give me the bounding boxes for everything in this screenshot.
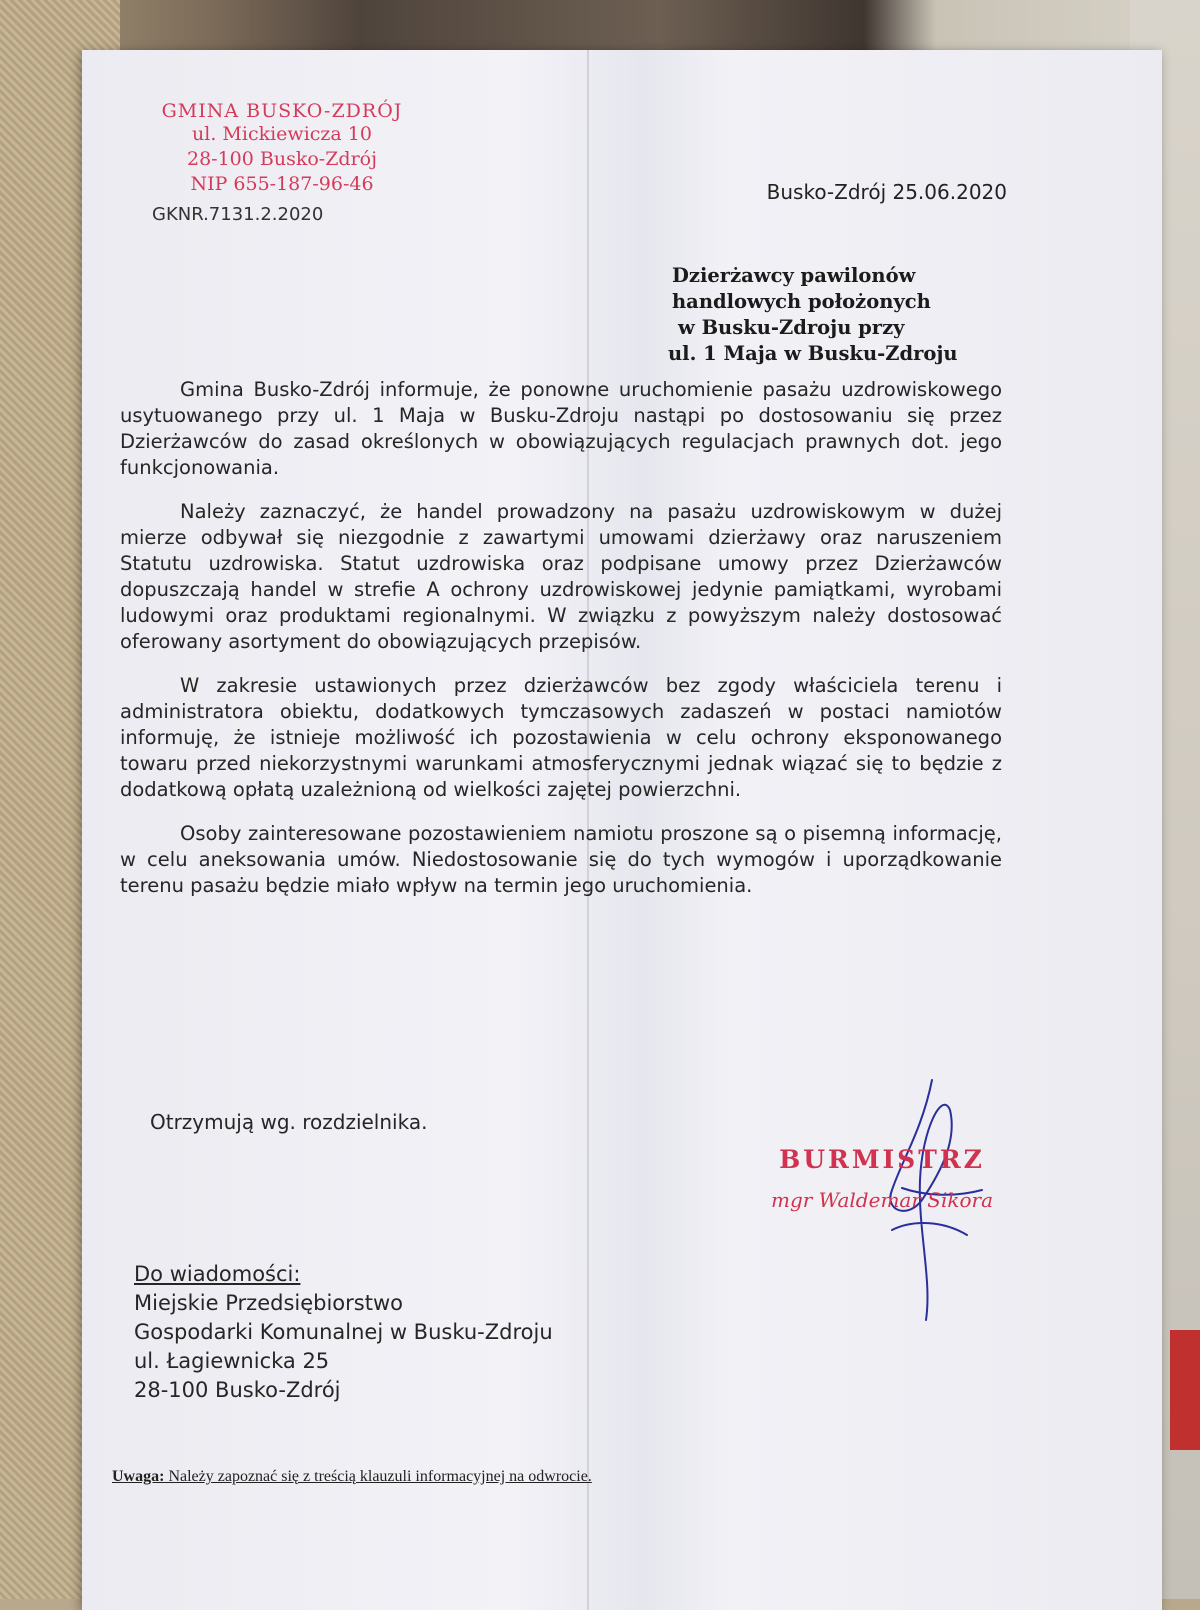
body-paragraph: W zakresie ustawionych przez dzierżawców bez zgody właściciela terenu i administratora obiektu, dodatkowych tymczasowych zadaszeń w postaci namiotów informuję, że istnieje możliwość ich pozostawienia w celu ochrony eksponowanego towaru przed niekorzystnymi warunkami atmosferycznymi jednak wiązać się to będzie z dodatkową opłatą uzależnioną od wielkości zajętej powierzchni. bbox=[120, 674, 1002, 801]
reference-number: GKNR.7131.2.2020 bbox=[152, 204, 324, 225]
issuer-nip: NIP 655-187-96-46 bbox=[190, 173, 374, 195]
issuer-name: GMINA BUSKO-ZDRÓJ bbox=[161, 100, 403, 122]
issuer-stamp bbox=[137, 100, 427, 197]
letter-date: Busko-Zdrój 25.06.2020 bbox=[766, 180, 1007, 204]
footer-note-text: Należy zapoznać się z treścią klauzuli informacyjnej na odwrocie. bbox=[164, 1468, 592, 1485]
signatory-name: mgr Waldemar Sikora bbox=[770, 1188, 993, 1212]
footer-note bbox=[112, 1468, 592, 1486]
recipient-line: ul. 1 Maja w Busku-Zdroju bbox=[668, 342, 958, 365]
footer-note-label: Uwaga: bbox=[112, 1468, 165, 1485]
body-paragraph: Gmina Busko-Zdrój informuje, że ponowne uruchomienie pasażu uzdrowiskowego usytuowanego przy ul. 1 Maja w Busku-Zdroju nastąpi po dostosowaniu się przez Dzierżawców do zasad określonych w obowiązujących regulacjach prawnych dot. jego funkcjonowania. bbox=[120, 378, 1002, 479]
issuer-city: 28-100 Busko-Zdrój bbox=[187, 148, 377, 170]
body-paragraph: Należy zaznaczyć, że handel prowadzony na pasażu uzdrowiskowym w dużej mierze odbywał się niezgodnie z zawartymi umowami dzierżawy oraz naruszeniem Statutu uzdrowiska. Statut uzdrowiska oraz podpisane umowy przez Dzierżawców dopuszczają handel w strefie A ochrony uzdrowiskowej jedynie pamiątkami, wyrobami ludowymi oraz produktami regionalnymi. W związku z powyższym należy dostosować oferowany asortyment do obowiązujących przepisów. bbox=[120, 500, 1002, 653]
for-information-line: 28-100 Busko-Zdrój bbox=[134, 1378, 341, 1402]
body-paragraph: Osoby zainteresowane pozostawieniem namiotu proszone są o pisemną informację, w celu aneksowania umów. Niedostosowanie się do tych wymogów i uporządkowanie terenu pasażu będzie miało wpływ na termin jego uruchomienia. bbox=[120, 822, 1002, 897]
for-information-line: Miejskie Przedsiębiorstwo bbox=[134, 1291, 403, 1315]
recipient-line: Dzierżawcy pawilonów bbox=[672, 264, 916, 287]
recipient-line: w Busku-Zdroju przy bbox=[678, 316, 905, 339]
for-information-heading: Do wiadomości: bbox=[134, 1262, 301, 1286]
signature-block bbox=[762, 1145, 1002, 1212]
recipient-line: handlowych położonych bbox=[672, 290, 931, 313]
issuer-street: ul. Mickiewicza 10 bbox=[192, 123, 372, 145]
letter-body bbox=[120, 377, 1002, 917]
recipient-block bbox=[668, 263, 1012, 367]
for-information-line: ul. Łagiewnicka 25 bbox=[134, 1349, 330, 1373]
signatory-title: BURMISTRZ bbox=[779, 1145, 985, 1174]
letter-sheet bbox=[82, 50, 1162, 1610]
background-red-object bbox=[1170, 1330, 1200, 1450]
for-information-block bbox=[134, 1260, 553, 1405]
for-information-line: Gospodarki Komunalnej w Busku-Zdroju bbox=[134, 1320, 553, 1344]
distribution-note: Otrzymują wg. rozdzielnika. bbox=[150, 1110, 428, 1134]
